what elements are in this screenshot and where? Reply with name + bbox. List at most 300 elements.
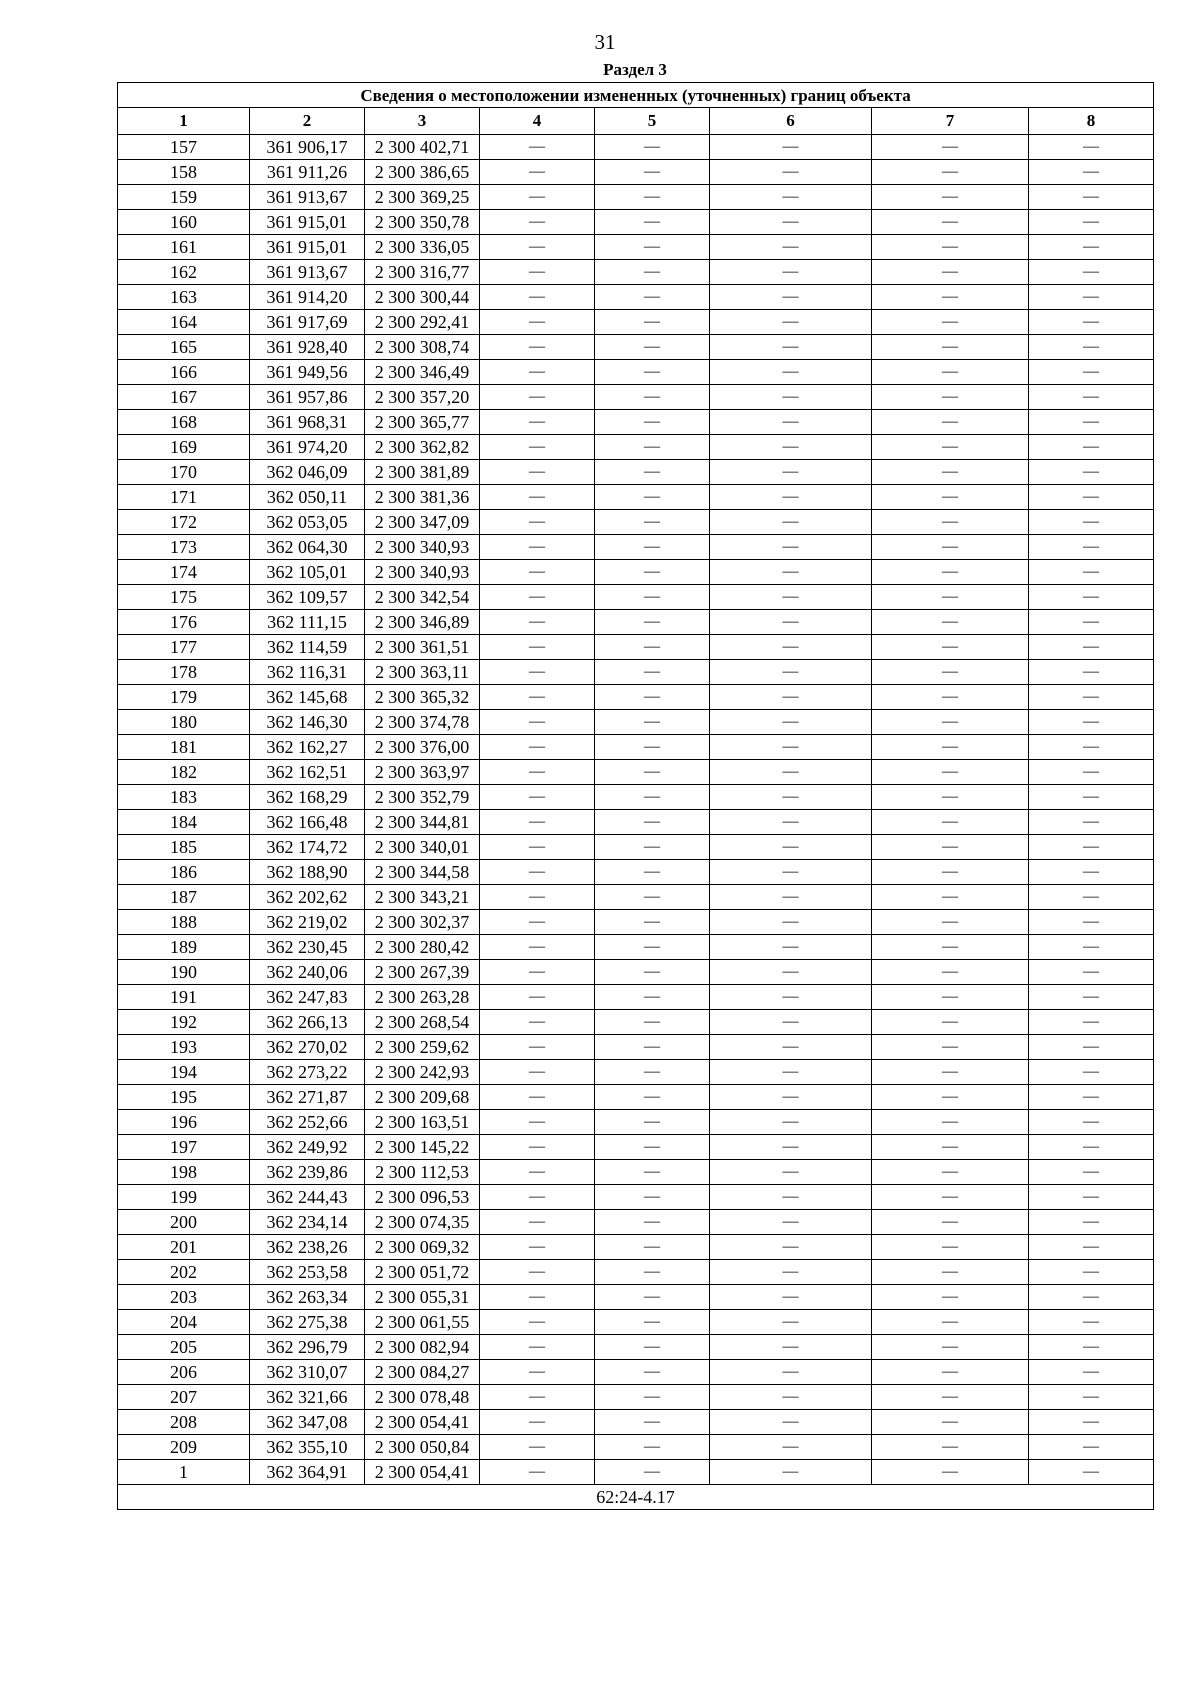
empty-value-dash-col-7: — <box>872 910 1029 935</box>
table-row <box>118 460 1154 485</box>
y-coordinate-cell: 2 300 343,21 <box>365 885 480 910</box>
x-coordinate-cell: 362 111,15 <box>250 610 365 635</box>
point-number-cell: 204 <box>118 1310 250 1335</box>
empty-value-dash-col-6: — <box>710 260 872 285</box>
empty-value-dash-col-7: — <box>872 1285 1029 1310</box>
empty-value-dash-col-6: — <box>710 385 872 410</box>
empty-value-dash-col-5: — <box>595 310 710 335</box>
table-row <box>118 1410 1154 1435</box>
empty-value-dash-col-6: — <box>710 735 872 760</box>
empty-value-dash-col-4: — <box>480 1335 595 1360</box>
empty-value-dash-col-7: — <box>872 285 1029 310</box>
x-coordinate-cell: 361 915,01 <box>250 210 365 235</box>
empty-value-dash-col-4: — <box>480 310 595 335</box>
empty-value-dash-col-6: — <box>710 1185 872 1210</box>
empty-value-dash-col-8: — <box>1029 735 1154 760</box>
point-number-cell: 195 <box>118 1085 250 1110</box>
empty-value-dash-col-4: — <box>480 360 595 385</box>
point-number-cell: 184 <box>118 810 250 835</box>
empty-value-dash-col-8: — <box>1029 460 1154 485</box>
empty-value-dash-col-4: — <box>480 1185 595 1210</box>
empty-value-dash-col-4: — <box>480 1135 595 1160</box>
empty-value-dash-col-4: — <box>480 760 595 785</box>
y-coordinate-cell: 2 300 051,72 <box>365 1260 480 1285</box>
empty-value-dash-col-8: — <box>1029 1035 1154 1060</box>
table-row <box>118 1235 1154 1260</box>
y-coordinate-cell: 2 300 363,11 <box>365 660 480 685</box>
empty-value-dash-col-7: — <box>872 385 1029 410</box>
x-coordinate-cell: 361 914,20 <box>250 285 365 310</box>
empty-value-dash-col-8: — <box>1029 1235 1154 1260</box>
empty-value-dash-col-7: — <box>872 210 1029 235</box>
empty-value-dash-col-5: — <box>595 260 710 285</box>
table-row <box>118 235 1154 260</box>
empty-value-dash-col-6: — <box>710 1235 872 1260</box>
point-number-cell: 159 <box>118 185 250 210</box>
x-coordinate-cell: 362 230,45 <box>250 935 365 960</box>
empty-value-dash-col-4: — <box>480 510 595 535</box>
empty-value-dash-col-7: — <box>872 1160 1029 1185</box>
empty-value-dash-col-5: — <box>595 1435 710 1460</box>
table-row <box>118 835 1154 860</box>
x-coordinate-cell: 361 949,56 <box>250 360 365 385</box>
y-coordinate-cell: 2 300 268,54 <box>365 1010 480 1035</box>
table-row <box>118 860 1154 885</box>
empty-value-dash-col-8: — <box>1029 560 1154 585</box>
table-row <box>118 385 1154 410</box>
empty-value-dash-col-5: — <box>595 160 710 185</box>
x-coordinate-cell: 361 928,40 <box>250 335 365 360</box>
empty-value-dash-col-8: — <box>1029 985 1154 1010</box>
empty-value-dash-col-5: — <box>595 735 710 760</box>
point-number-cell: 198 <box>118 1160 250 1185</box>
x-coordinate-cell: 362 109,57 <box>250 585 365 610</box>
table-row <box>118 260 1154 285</box>
empty-value-dash-col-6: — <box>710 710 872 735</box>
table-row <box>118 910 1154 935</box>
point-number-cell: 178 <box>118 660 250 685</box>
empty-value-dash-col-7: — <box>872 560 1029 585</box>
empty-value-dash-col-5: — <box>595 1335 710 1360</box>
point-number-cell: 202 <box>118 1260 250 1285</box>
y-coordinate-cell: 2 300 369,25 <box>365 185 480 210</box>
empty-value-dash-col-7: — <box>872 1010 1029 1035</box>
empty-value-dash-col-7: — <box>872 1435 1029 1460</box>
x-coordinate-cell: 362 168,29 <box>250 785 365 810</box>
empty-value-dash-col-7: — <box>872 460 1029 485</box>
x-coordinate-cell: 362 253,58 <box>250 1260 365 1285</box>
empty-value-dash-col-5: — <box>595 710 710 735</box>
empty-value-dash-col-5: — <box>595 1135 710 1160</box>
x-coordinate-cell: 362 247,83 <box>250 985 365 1010</box>
x-coordinate-cell: 362 364,91 <box>250 1460 365 1485</box>
table-row <box>118 1460 1154 1485</box>
x-coordinate-cell: 361 957,86 <box>250 385 365 410</box>
boundary-coordinates-table <box>117 82 1154 1510</box>
table-row <box>118 335 1154 360</box>
y-coordinate-cell: 2 300 362,82 <box>365 435 480 460</box>
empty-value-dash-col-4: — <box>480 1435 595 1460</box>
point-number-cell: 167 <box>118 385 250 410</box>
x-coordinate-cell: 361 906,17 <box>250 135 365 160</box>
empty-value-dash-col-7: — <box>872 835 1029 860</box>
y-coordinate-cell: 2 300 242,93 <box>365 1060 480 1085</box>
column-number-6: 6 <box>710 108 872 135</box>
empty-value-dash-col-7: — <box>872 235 1029 260</box>
empty-value-dash-col-6: — <box>710 1110 872 1135</box>
point-number-cell: 200 <box>118 1210 250 1235</box>
table-row <box>118 135 1154 160</box>
empty-value-dash-col-8: — <box>1029 660 1154 685</box>
table-row <box>118 285 1154 310</box>
x-coordinate-cell: 362 355,10 <box>250 1435 365 1460</box>
x-coordinate-cell: 362 219,02 <box>250 910 365 935</box>
empty-value-dash-col-4: — <box>480 285 595 310</box>
table-row <box>118 785 1154 810</box>
x-coordinate-cell: 362 116,31 <box>250 660 365 685</box>
point-number-cell: 197 <box>118 1135 250 1160</box>
point-number-cell: 207 <box>118 1385 250 1410</box>
x-coordinate-cell: 362 174,72 <box>250 835 365 860</box>
table-row <box>118 535 1154 560</box>
empty-value-dash-col-5: — <box>595 210 710 235</box>
empty-value-dash-col-7: — <box>872 1060 1029 1085</box>
table-row <box>118 1035 1154 1060</box>
empty-value-dash-col-7: — <box>872 1360 1029 1385</box>
empty-value-dash-col-7: — <box>872 985 1029 1010</box>
table-row <box>118 485 1154 510</box>
empty-value-dash-col-4: — <box>480 335 595 360</box>
empty-value-dash-col-6: — <box>710 885 872 910</box>
empty-value-dash-col-8: — <box>1029 235 1154 260</box>
column-number-4: 4 <box>480 108 595 135</box>
table-row <box>118 1385 1154 1410</box>
empty-value-dash-col-8: — <box>1029 210 1154 235</box>
empty-value-dash-col-7: — <box>872 1235 1029 1260</box>
point-number-cell: 158 <box>118 160 250 185</box>
empty-value-dash-col-7: — <box>872 160 1029 185</box>
empty-value-dash-col-7: — <box>872 1110 1029 1135</box>
empty-value-dash-col-7: — <box>872 1085 1029 1110</box>
y-coordinate-cell: 2 300 376,00 <box>365 735 480 760</box>
x-coordinate-cell: 362 266,13 <box>250 1010 365 1035</box>
empty-value-dash-col-7: — <box>872 410 1029 435</box>
empty-value-dash-col-4: — <box>480 735 595 760</box>
x-coordinate-cell: 362 273,22 <box>250 1060 365 1085</box>
empty-value-dash-col-5: — <box>595 335 710 360</box>
y-coordinate-cell: 2 300 096,53 <box>365 1185 480 1210</box>
table-row <box>118 660 1154 685</box>
empty-value-dash-col-6: — <box>710 1210 872 1235</box>
point-number-cell: 203 <box>118 1285 250 1310</box>
empty-value-dash-col-7: — <box>872 510 1029 535</box>
point-number-cell: 186 <box>118 860 250 885</box>
empty-value-dash-col-8: — <box>1029 260 1154 285</box>
empty-value-dash-col-6: — <box>710 1435 872 1460</box>
empty-value-dash-col-4: — <box>480 385 595 410</box>
point-number-cell: 201 <box>118 1235 250 1260</box>
table-row <box>118 1360 1154 1385</box>
column-number-7: 7 <box>872 108 1029 135</box>
table-row <box>118 710 1154 735</box>
empty-value-dash-col-8: — <box>1029 1185 1154 1210</box>
x-coordinate-cell: 362 202,62 <box>250 885 365 910</box>
empty-value-dash-col-5: — <box>595 1160 710 1185</box>
x-coordinate-cell: 362 162,27 <box>250 735 365 760</box>
empty-value-dash-col-5: — <box>595 185 710 210</box>
empty-value-dash-col-4: — <box>480 635 595 660</box>
y-coordinate-cell: 2 300 209,68 <box>365 1085 480 1110</box>
table-row <box>118 410 1154 435</box>
x-coordinate-cell: 362 234,14 <box>250 1210 365 1235</box>
y-coordinate-cell: 2 300 263,28 <box>365 985 480 1010</box>
empty-value-dash-col-8: — <box>1029 310 1154 335</box>
empty-value-dash-col-5: — <box>595 810 710 835</box>
empty-value-dash-col-4: — <box>480 885 595 910</box>
empty-value-dash-col-4: — <box>480 410 595 435</box>
x-coordinate-cell: 362 239,86 <box>250 1160 365 1185</box>
empty-value-dash-col-7: — <box>872 1210 1029 1235</box>
y-coordinate-cell: 2 300 402,71 <box>365 135 480 160</box>
point-number-cell: 179 <box>118 685 250 710</box>
x-coordinate-cell: 362 240,06 <box>250 960 365 985</box>
point-number-cell: 194 <box>118 1060 250 1085</box>
point-number-cell: 187 <box>118 885 250 910</box>
y-coordinate-cell: 2 300 381,89 <box>365 460 480 485</box>
y-coordinate-cell: 2 300 084,27 <box>365 1360 480 1385</box>
empty-value-dash-col-7: — <box>872 185 1029 210</box>
empty-value-dash-col-6: — <box>710 1160 872 1185</box>
empty-value-dash-col-4: — <box>480 460 595 485</box>
x-coordinate-cell: 361 968,31 <box>250 410 365 435</box>
x-coordinate-cell: 362 046,09 <box>250 460 365 485</box>
column-number-2: 2 <box>250 108 365 135</box>
empty-value-dash-col-4: — <box>480 935 595 960</box>
empty-value-dash-col-6: — <box>710 585 872 610</box>
empty-value-dash-col-8: — <box>1029 1410 1154 1435</box>
y-coordinate-cell: 2 300 292,41 <box>365 310 480 335</box>
empty-value-dash-col-8: — <box>1029 1060 1154 1085</box>
empty-value-dash-col-6: — <box>710 785 872 810</box>
point-number-cell: 192 <box>118 1010 250 1035</box>
empty-value-dash-col-8: — <box>1029 1335 1154 1360</box>
y-coordinate-cell: 2 300 381,36 <box>365 485 480 510</box>
empty-value-dash-col-5: — <box>595 960 710 985</box>
empty-value-dash-col-5: — <box>595 885 710 910</box>
y-coordinate-cell: 2 300 061,55 <box>365 1310 480 1335</box>
empty-value-dash-col-6: — <box>710 1335 872 1360</box>
empty-value-dash-col-8: — <box>1029 1460 1154 1485</box>
empty-value-dash-col-7: — <box>872 710 1029 735</box>
y-coordinate-cell: 2 300 267,39 <box>365 960 480 985</box>
x-coordinate-cell: 362 114,59 <box>250 635 365 660</box>
empty-value-dash-col-7: — <box>872 360 1029 385</box>
x-coordinate-cell: 362 064,30 <box>250 535 365 560</box>
empty-value-dash-col-5: — <box>595 635 710 660</box>
empty-value-dash-col-7: — <box>872 535 1029 560</box>
y-coordinate-cell: 2 300 145,22 <box>365 1135 480 1160</box>
empty-value-dash-col-4: — <box>480 535 595 560</box>
empty-value-dash-col-4: — <box>480 910 595 935</box>
y-coordinate-cell: 2 300 374,78 <box>365 710 480 735</box>
empty-value-dash-col-4: — <box>480 1235 595 1260</box>
point-number-cell: 189 <box>118 935 250 960</box>
empty-value-dash-col-8: — <box>1029 935 1154 960</box>
table-row <box>118 1335 1154 1360</box>
empty-value-dash-col-6: — <box>710 160 872 185</box>
table-row <box>118 510 1154 535</box>
empty-value-dash-col-6: — <box>710 1035 872 1060</box>
point-number-cell: 157 <box>118 135 250 160</box>
empty-value-dash-col-7: — <box>872 960 1029 985</box>
point-number-cell: 193 <box>118 1035 250 1060</box>
point-number-cell: 177 <box>118 635 250 660</box>
column-number-8: 8 <box>1029 108 1154 135</box>
y-coordinate-cell: 2 300 340,01 <box>365 835 480 860</box>
point-number-cell: 162 <box>118 260 250 285</box>
table-row <box>118 985 1154 1010</box>
point-number-cell: 170 <box>118 460 250 485</box>
y-coordinate-cell: 2 300 078,48 <box>365 1385 480 1410</box>
empty-value-dash-col-7: — <box>872 1310 1029 1335</box>
empty-value-dash-col-6: — <box>710 435 872 460</box>
column-number-5: 5 <box>595 108 710 135</box>
empty-value-dash-col-4: — <box>480 485 595 510</box>
empty-value-dash-col-6: — <box>710 185 872 210</box>
empty-value-dash-col-7: — <box>872 1460 1029 1485</box>
y-coordinate-cell: 2 300 344,81 <box>365 810 480 835</box>
point-number-cell: 185 <box>118 835 250 860</box>
empty-value-dash-col-4: — <box>480 135 595 160</box>
empty-value-dash-col-6: — <box>710 235 872 260</box>
empty-value-dash-col-5: — <box>595 760 710 785</box>
empty-value-dash-col-8: — <box>1029 810 1154 835</box>
point-number-cell: 206 <box>118 1360 250 1385</box>
empty-value-dash-col-5: — <box>595 985 710 1010</box>
empty-value-dash-col-8: — <box>1029 760 1154 785</box>
point-number-cell: 188 <box>118 910 250 935</box>
empty-value-dash-col-5: — <box>595 1385 710 1410</box>
table-row <box>118 360 1154 385</box>
empty-value-dash-col-8: — <box>1029 1285 1154 1310</box>
y-coordinate-cell: 2 300 346,49 <box>365 360 480 385</box>
empty-value-dash-col-5: — <box>595 1285 710 1310</box>
empty-value-dash-col-5: — <box>595 510 710 535</box>
point-number-cell: 171 <box>118 485 250 510</box>
x-coordinate-cell: 362 050,11 <box>250 485 365 510</box>
table-row <box>118 1285 1154 1310</box>
empty-value-dash-col-8: — <box>1029 160 1154 185</box>
empty-value-dash-col-7: — <box>872 735 1029 760</box>
empty-value-dash-col-6: — <box>710 335 872 360</box>
point-number-cell: 183 <box>118 785 250 810</box>
point-number-cell: 208 <box>118 1410 250 1435</box>
empty-value-dash-col-4: — <box>480 710 595 735</box>
empty-value-dash-col-4: — <box>480 1360 595 1385</box>
empty-value-dash-col-6: — <box>710 1135 872 1160</box>
empty-value-dash-col-6: — <box>710 610 872 635</box>
x-coordinate-cell: 362 310,07 <box>250 1360 365 1385</box>
empty-value-dash-col-4: — <box>480 685 595 710</box>
table-row <box>118 810 1154 835</box>
empty-value-dash-col-6: — <box>710 760 872 785</box>
x-coordinate-cell: 361 915,01 <box>250 235 365 260</box>
table-row <box>118 1160 1154 1185</box>
empty-value-dash-col-6: — <box>710 1010 872 1035</box>
y-coordinate-cell: 2 300 280,42 <box>365 935 480 960</box>
empty-value-dash-col-8: — <box>1029 1085 1154 1110</box>
y-coordinate-cell: 2 300 336,05 <box>365 235 480 260</box>
empty-value-dash-col-6: — <box>710 560 872 585</box>
empty-value-dash-col-5: — <box>595 1235 710 1260</box>
point-number-cell: 168 <box>118 410 250 435</box>
y-coordinate-cell: 2 300 259,62 <box>365 1035 480 1060</box>
empty-value-dash-col-8: — <box>1029 135 1154 160</box>
empty-value-dash-col-8: — <box>1029 710 1154 735</box>
empty-value-dash-col-5: — <box>595 910 710 935</box>
x-coordinate-cell: 361 913,67 <box>250 185 365 210</box>
point-number-cell: 165 <box>118 335 250 360</box>
point-number-cell: 1 <box>118 1460 250 1485</box>
y-coordinate-cell: 2 300 308,74 <box>365 335 480 360</box>
point-number-cell: 182 <box>118 760 250 785</box>
point-number-cell: 190 <box>118 960 250 985</box>
point-number-cell: 173 <box>118 535 250 560</box>
empty-value-dash-col-6: — <box>710 860 872 885</box>
table-body <box>118 135 1154 1485</box>
column-number-1: 1 <box>118 108 250 135</box>
empty-value-dash-col-8: — <box>1029 635 1154 660</box>
empty-value-dash-col-4: — <box>480 560 595 585</box>
empty-value-dash-col-5: — <box>595 1035 710 1060</box>
table-row <box>118 885 1154 910</box>
empty-value-dash-col-4: — <box>480 1410 595 1435</box>
empty-value-dash-col-8: — <box>1029 835 1154 860</box>
empty-value-dash-col-6: — <box>710 810 872 835</box>
table-row <box>118 210 1154 235</box>
empty-value-dash-col-7: — <box>872 860 1029 885</box>
table-row <box>118 1135 1154 1160</box>
empty-value-dash-col-5: — <box>595 1185 710 1210</box>
empty-value-dash-col-8: — <box>1029 410 1154 435</box>
table-footer-note: 62:24-4.17 <box>118 1485 1154 1510</box>
y-coordinate-cell: 2 300 342,54 <box>365 585 480 610</box>
empty-value-dash-col-5: — <box>595 1010 710 1035</box>
point-number-cell: 205 <box>118 1335 250 1360</box>
empty-value-dash-col-4: — <box>480 1385 595 1410</box>
empty-value-dash-col-4: — <box>480 160 595 185</box>
point-number-cell: 164 <box>118 310 250 335</box>
table-row <box>118 435 1154 460</box>
empty-value-dash-col-7: — <box>872 485 1029 510</box>
empty-value-dash-col-7: — <box>872 1185 1029 1210</box>
empty-value-dash-col-8: — <box>1029 610 1154 635</box>
empty-value-dash-col-6: — <box>710 510 872 535</box>
table-row <box>118 1260 1154 1285</box>
empty-value-dash-col-8: — <box>1029 1110 1154 1135</box>
empty-value-dash-col-4: — <box>480 1035 595 1060</box>
x-coordinate-cell: 362 347,08 <box>250 1410 365 1435</box>
empty-value-dash-col-6: — <box>710 960 872 985</box>
empty-value-dash-col-8: — <box>1029 685 1154 710</box>
empty-value-dash-col-7: — <box>872 660 1029 685</box>
point-number-cell: 176 <box>118 610 250 635</box>
empty-value-dash-col-6: — <box>710 935 872 960</box>
empty-value-dash-col-5: — <box>595 1085 710 1110</box>
empty-value-dash-col-6: — <box>710 635 872 660</box>
point-number-cell: 209 <box>118 1435 250 1460</box>
empty-value-dash-col-4: — <box>480 435 595 460</box>
